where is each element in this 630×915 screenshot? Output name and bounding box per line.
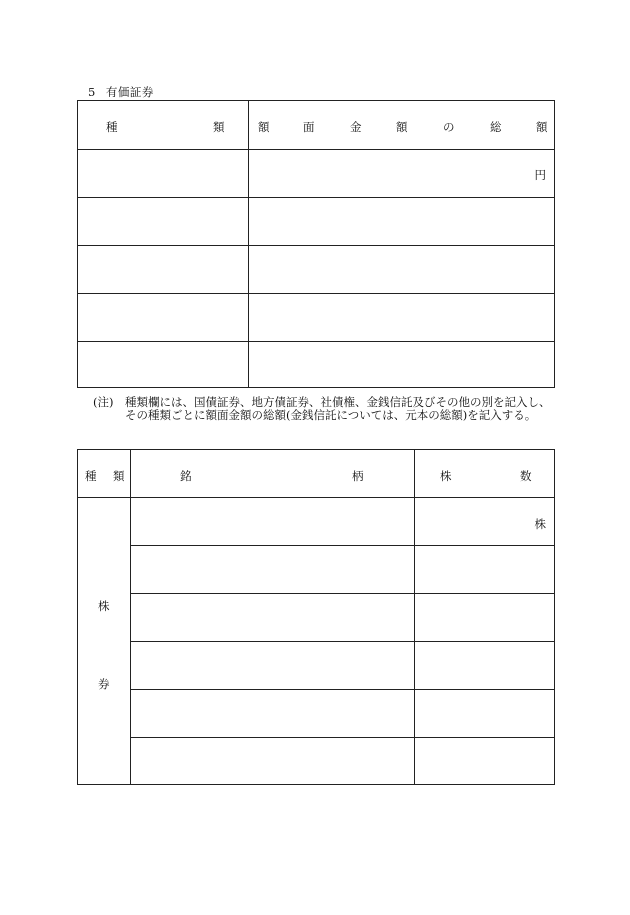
row-divider	[130, 689, 554, 690]
row-divider	[78, 341, 554, 342]
header-divider	[78, 497, 554, 498]
section-heading	[88, 84, 154, 100]
row-divider	[78, 149, 554, 150]
header-amount-char: の	[443, 120, 455, 134]
footnote-text: 種類欄には、国債証券、地方債証券、社債権、金銭信託及びその他の別を記入し、その種類ごとに額面金額の総額(金銭信託については、元本の総額)を記入する。	[125, 395, 551, 422]
share-unit: 株	[534, 517, 546, 531]
row-divider	[78, 293, 554, 294]
header-amount-char: 金	[350, 120, 362, 134]
column-divider	[414, 450, 415, 784]
header-count-char: 株	[440, 469, 452, 483]
header-amount-char: 額	[396, 120, 408, 134]
header-type-char: 類	[213, 120, 225, 134]
column-divider	[130, 450, 131, 784]
securities-table	[77, 100, 555, 388]
header-amount-char: 額	[536, 120, 548, 134]
row-divider	[78, 245, 554, 246]
header-amount-char: 総	[490, 120, 502, 134]
header-count-char: 数	[520, 469, 532, 483]
row-divider	[130, 545, 554, 546]
header-brand-char: 銘	[180, 469, 192, 483]
section-number: 5	[88, 85, 96, 99]
header-type-char: 類	[113, 469, 125, 483]
row-divider	[130, 593, 554, 594]
yen-unit: 円	[534, 168, 546, 182]
header-amount-char: 面	[303, 120, 315, 134]
row-divider	[130, 641, 554, 642]
stock-table	[77, 449, 555, 785]
row-divider	[130, 737, 554, 738]
category-char: 株	[98, 599, 110, 613]
header-type-char: 種	[106, 120, 118, 134]
footnote-label: (注)	[93, 395, 114, 409]
row-divider	[78, 197, 554, 198]
column-divider	[248, 101, 249, 387]
section-title: 有価証券	[105, 85, 154, 99]
header-brand-char: 柄	[352, 469, 364, 483]
header-type-char: 種	[85, 469, 97, 483]
category-char: 券	[98, 677, 110, 691]
header-amount-char: 額	[258, 120, 270, 134]
